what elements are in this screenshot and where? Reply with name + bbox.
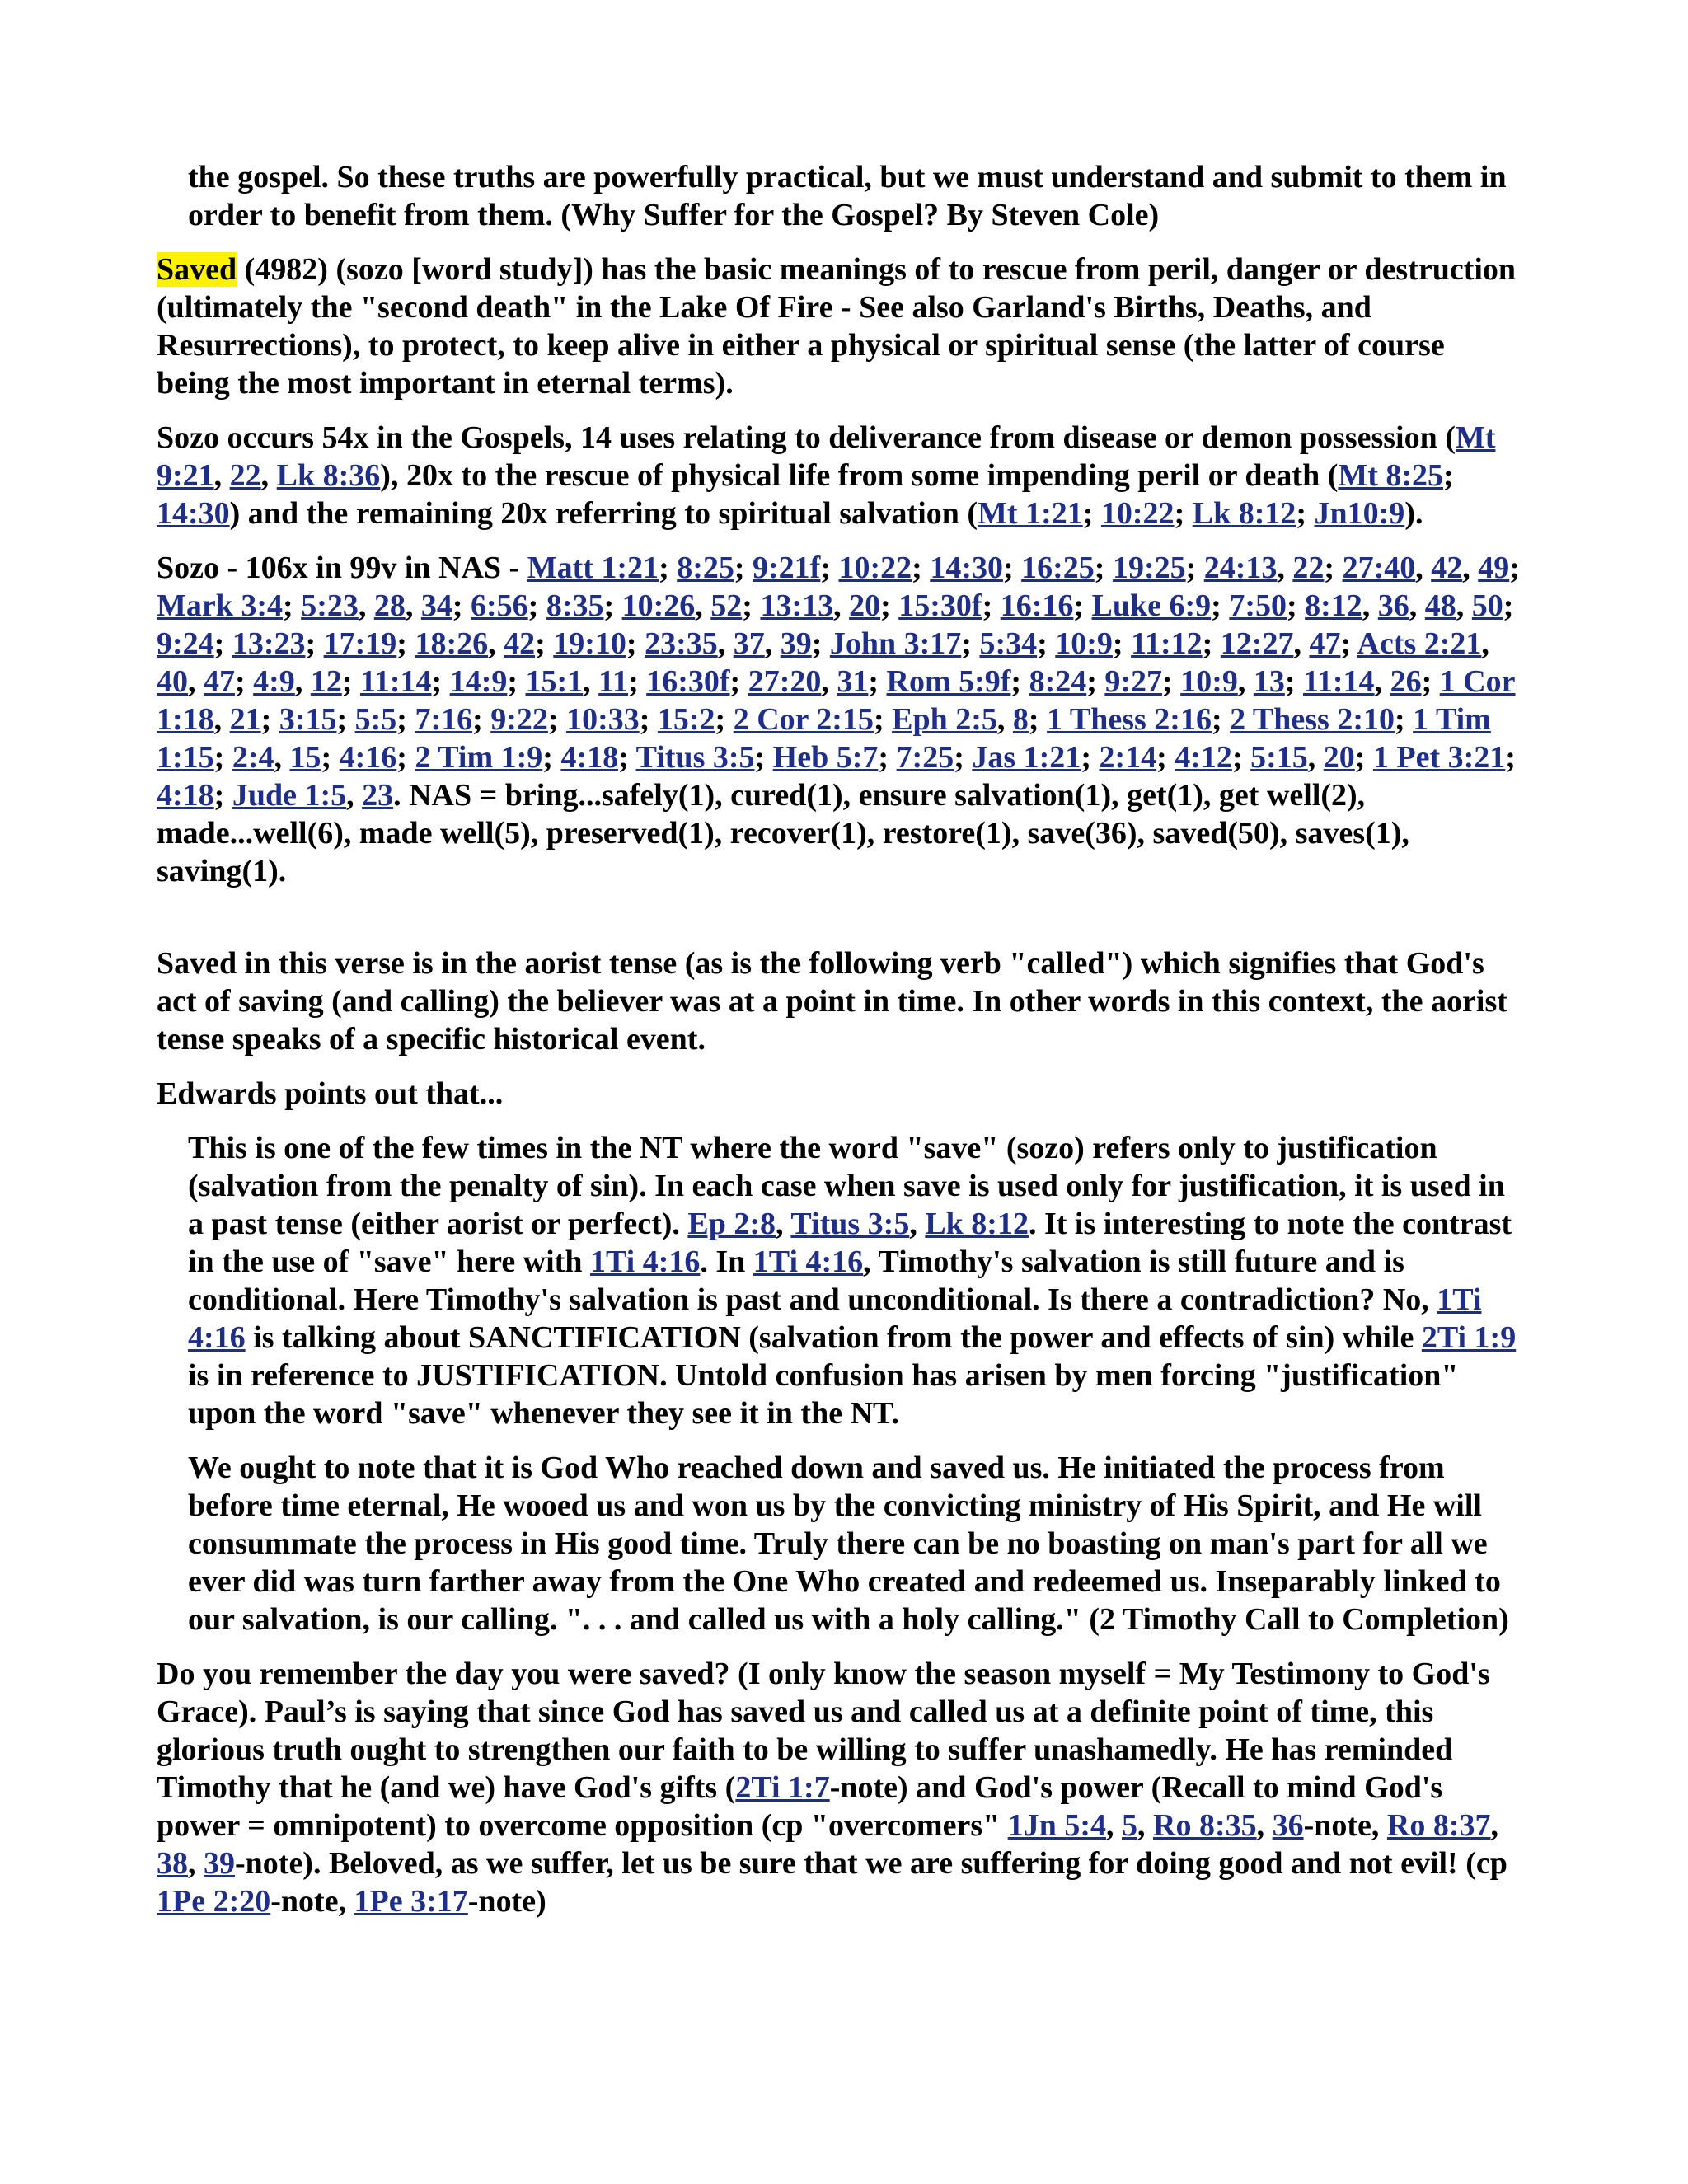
- scripture-link[interactable]: 23:35: [645, 626, 718, 661]
- text-run: Do you remember the day you were saved? (I only know the season myself = My Testimony to God's Grace). Paul’s is saying that since God has saved us and called us at a definite point of time, this glorious truth ought to strengthen our faith to be willing to suffer unashamedly. He has reminded Timothy that he (and we) have God's gifts (: [157, 1657, 1490, 1805]
- scripture-link[interactable]: 1Ti 4:16: [589, 1244, 701, 1279]
- text-run: ;: [341, 664, 360, 699]
- scripture-link[interactable]: 47: [204, 664, 235, 699]
- scripture-link[interactable]: 15:30f: [898, 588, 982, 623]
- scripture-link[interactable]: Heb 5:7: [772, 740, 879, 775]
- scripture-link[interactable]: 15:1: [525, 664, 584, 699]
- text-run: ) and the remaining 20x referring to spiritual salvation (: [229, 496, 978, 531]
- text-run: This is one of the few times in the NT where the word "save" (sozo) refers only to justification (salvation from the penalty of sin). In each case when save is used only for justification, it is used in a past tense (either aorist or perfect).: [188, 1131, 1505, 1241]
- text-run: ,: [909, 1207, 926, 1241]
- text-run: ;: [321, 740, 340, 775]
- text-run: ;: [715, 702, 734, 737]
- scripture-link[interactable]: 1Ti 4:16: [188, 1282, 1482, 1355]
- scripture-link[interactable]: 1 Tim 1:15: [157, 702, 1491, 775]
- text-run: ;: [235, 664, 254, 699]
- text-run: ;: [639, 702, 658, 737]
- text-run: ,: [1237, 664, 1254, 699]
- text-run: ;: [742, 588, 761, 623]
- text-run: ;: [1443, 458, 1454, 493]
- scripture-link[interactable]: Mt 1:21: [978, 496, 1083, 531]
- scripture-link[interactable]: 16:16: [1000, 588, 1074, 623]
- text-run: ,: [1307, 740, 1324, 775]
- scripture-link[interactable]: 1 Cor 1:18: [157, 664, 1516, 737]
- scripture-link[interactable]: 8:35: [546, 588, 604, 623]
- text-run: ;: [1231, 740, 1251, 775]
- text-run: ;: [1174, 496, 1193, 531]
- text-run: ).: [1404, 496, 1423, 531]
- text-run: -note,: [1303, 1808, 1387, 1843]
- scripture-link[interactable]: 19:10: [553, 626, 626, 661]
- text-run: ;: [472, 702, 491, 737]
- text-run: ;: [1211, 588, 1230, 623]
- scripture-link[interactable]: 11:12: [1131, 626, 1203, 661]
- text-run: ;: [1202, 626, 1221, 661]
- text-run: ;: [528, 588, 546, 623]
- scripture-link[interactable]: Luke 6:9: [1091, 588, 1212, 623]
- scripture-link[interactable]: 27:40: [1342, 551, 1416, 585]
- scripture-link[interactable]: 2 Tim 1:9: [415, 740, 543, 775]
- text-run: ,: [1106, 1808, 1122, 1843]
- text-run: -note): [467, 1884, 546, 1919]
- scripture-link[interactable]: 23: [362, 778, 394, 813]
- text-run: ;: [1037, 626, 1056, 661]
- text-run: ;: [547, 702, 567, 737]
- scripture-link[interactable]: 42: [1431, 551, 1463, 585]
- scripture-link[interactable]: 9:22: [490, 702, 548, 737]
- text-run: ,: [1293, 626, 1310, 661]
- text-run: ,: [213, 702, 230, 737]
- text-run: ;: [1094, 551, 1113, 585]
- scripture-link[interactable]: 24:13: [1203, 551, 1278, 585]
- text-run: ;: [626, 626, 645, 661]
- text-run: ,: [346, 778, 363, 813]
- text-run: ;: [873, 702, 893, 737]
- scripture-link[interactable]: Acts 2:21: [1357, 626, 1482, 661]
- scripture-link[interactable]: 10:9: [1180, 664, 1238, 699]
- scripture-link[interactable]: 5:15: [1250, 740, 1308, 775]
- scripture-link[interactable]: 36: [1377, 588, 1409, 623]
- text-run: ;: [260, 702, 279, 737]
- scripture-link[interactable]: Eph 2:5: [892, 702, 997, 737]
- scripture-link[interactable]: 21: [229, 702, 261, 737]
- text-run: ,: [188, 1846, 204, 1881]
- text-run: ,: [833, 588, 850, 623]
- sozo-gospels-paragraph: [157, 419, 1525, 532]
- text-run: ;: [880, 588, 899, 623]
- scripture-link[interactable]: 6:56: [471, 588, 528, 623]
- text-run: ;: [1086, 664, 1105, 699]
- text-run: ,: [1462, 551, 1479, 585]
- text-run: ,: [260, 458, 277, 493]
- text-run: ,: [996, 702, 1013, 737]
- text-run: ;: [1503, 588, 1514, 623]
- text-run: . It is interesting to note the contrast in the use of "save" here with: [188, 1207, 1512, 1279]
- text-run: ;: [507, 664, 526, 699]
- scripture-link[interactable]: 1Jn 5:4: [1007, 1808, 1106, 1843]
- text-run: ,: [695, 588, 711, 623]
- scripture-link[interactable]: 10:26: [621, 588, 696, 623]
- text-run: ,: [1362, 588, 1378, 623]
- text-run: ;: [954, 740, 973, 775]
- text-run: ;: [603, 588, 622, 623]
- scripture-link[interactable]: 31: [837, 664, 869, 699]
- scripture-link[interactable]: 10:33: [566, 702, 640, 737]
- scripture-link[interactable]: 22: [1292, 551, 1325, 585]
- scripture-link[interactable]: 18:26: [415, 626, 489, 661]
- text-run: ;: [213, 740, 232, 775]
- scripture-link[interactable]: 40: [157, 664, 188, 699]
- text-run: ,: [213, 458, 230, 493]
- scripture-link[interactable]: 49: [1478, 551, 1510, 585]
- text-run: ;: [1028, 702, 1048, 737]
- scripture-link[interactable]: 9:24: [157, 626, 214, 661]
- scripture-link[interactable]: 48: [1424, 588, 1456, 623]
- scripture-link[interactable]: 8:24: [1029, 664, 1087, 699]
- scripture-link[interactable]: 38: [157, 1846, 188, 1881]
- text-run: Saved in this verse is in the aorist tense (as is the following verb "called") which signifies that God's act of saving (and calling) the believer was at a point in time. In other words in this context, the aorist tense speaks of a specific historical event.: [157, 946, 1507, 1057]
- scripture-link[interactable]: Ep 2:8: [687, 1207, 776, 1241]
- scripture-link[interactable]: 39: [780, 626, 812, 661]
- scripture-link[interactable]: 2Ti 1:7: [735, 1770, 830, 1805]
- scripture-link[interactable]: 5:34: [979, 626, 1038, 661]
- text-run: ;: [1162, 664, 1181, 699]
- scripture-link[interactable]: 1Ti 4:16: [753, 1244, 864, 1279]
- scripture-link[interactable]: Lk 8:12: [925, 1207, 1029, 1241]
- scripture-link[interactable]: 10:22: [838, 551, 912, 585]
- text-run: ,: [1456, 588, 1472, 623]
- text-run: is talking about SANCTIFICATION (salvation from the power and effects of sin) while: [245, 1320, 1422, 1355]
- scripture-link[interactable]: 12:27: [1220, 626, 1294, 661]
- scripture-link[interactable]: 11:14: [1303, 664, 1375, 699]
- text-run: ,: [488, 626, 504, 661]
- scripture-link[interactable]: 1 Pet 3:21: [1372, 740, 1506, 775]
- scripture-link[interactable]: 15: [289, 740, 321, 775]
- text-run: ,: [405, 588, 421, 623]
- scripture-link[interactable]: 22: [229, 458, 261, 493]
- highlighted-term: Saved: [157, 252, 237, 287]
- text-run: We ought to note that it is God Who reached down and saved us. He initiated the process from before time eternal, He wooed us and won us by the convicting ministry of His Spirit, and He will consummate the process in His good time. Truly there can be no boasting on man's part for all we ever did was turn farther away from the One Who created and redeemed us. Inseparably linked to our salvation, is our calling. ". . . and called us with a holy calling." (2 Timothy Call to Completion): [188, 1451, 1509, 1637]
- scripture-link[interactable]: 12: [310, 664, 342, 699]
- scripture-link[interactable]: Mark 3:4: [157, 588, 284, 623]
- text-run: ;: [1340, 626, 1357, 661]
- text-run: Sozo occurs 54x in the Gospels, 14 uses relating to deliverance from disease or demon possession (: [157, 420, 1456, 455]
- text-run: ,: [188, 664, 204, 699]
- scripture-link[interactable]: Jude 1:5: [232, 778, 347, 813]
- scripture-link[interactable]: Matt 1:21: [527, 551, 659, 585]
- scripture-link[interactable]: 7:16: [415, 702, 473, 737]
- scripture-link[interactable]: 2 Cor 2:15: [733, 702, 874, 737]
- text-run: -note). Beloved, as we suffer, let us be sure that we are suffering for doing good and not evil! (cp: [235, 1846, 1507, 1881]
- text-run: ;: [542, 740, 561, 775]
- text-run: ;: [396, 702, 415, 737]
- scripture-link[interactable]: 8:12: [1305, 588, 1362, 623]
- scripture-link[interactable]: 16:30f: [646, 664, 730, 699]
- scripture-link[interactable]: 14:30: [930, 551, 1003, 585]
- text-run: ,: [583, 664, 599, 699]
- scripture-link[interactable]: 14:9: [449, 664, 508, 699]
- text-run: ;: [820, 551, 839, 585]
- scripture-link[interactable]: Lk 8:12: [1192, 496, 1296, 531]
- text-run: ;: [1354, 740, 1373, 775]
- saved-definition-paragraph: [157, 251, 1525, 402]
- edwards-quote-paragraph-1: [188, 1129, 1525, 1432]
- scripture-link[interactable]: 7:50: [1229, 588, 1287, 623]
- text-run: ;: [1296, 496, 1315, 531]
- text-run: , Timothy's salvation is still future and is conditional. Here Timothy's salvation is past and unconditional. Is there a contradiction? No,: [188, 1244, 1437, 1317]
- scripture-link[interactable]: 37: [733, 626, 765, 661]
- scripture-link[interactable]: 1Pe 3:17: [354, 1884, 468, 1919]
- text-run: ;: [754, 740, 773, 775]
- scripture-link[interactable]: John 3:17: [829, 626, 962, 661]
- text-run: ;: [1509, 551, 1520, 585]
- text-run: ;: [868, 664, 887, 699]
- scripture-link[interactable]: Jn10:9: [1314, 496, 1405, 531]
- scripture-link[interactable]: 11:14: [359, 664, 432, 699]
- text-run: is in reference to JUSTIFICATION. Untold confusion has arisen by men forcing "justification" upon the word "save" whenever they see it in the NT.: [188, 1358, 1459, 1431]
- text-run: . In: [700, 1244, 753, 1279]
- text-run: ;: [659, 551, 678, 585]
- text-run: ,: [294, 664, 311, 699]
- text-run: ,: [1277, 551, 1293, 585]
- text-run: ;: [1156, 740, 1175, 775]
- text-run: ,: [1415, 551, 1432, 585]
- scripture-link[interactable]: 1Pe 2:20: [157, 1884, 271, 1919]
- text-run: . NAS = bring...safely(1), cured(1), ensure salvation(1), get(1), get well(2), made...well(6), made well(5), preserved(1), recover(1), restore(1), save(36), saved(50), saves(1), saving(1).: [157, 778, 1409, 888]
- scripture-link[interactable]: Jas 1:21: [972, 740, 1081, 775]
- scripture-link[interactable]: 2:4: [232, 740, 274, 775]
- scripture-link[interactable]: Mt 8:25: [1338, 458, 1444, 493]
- scripture-link[interactable]: 4:16: [339, 740, 397, 775]
- text-run: ;: [213, 626, 232, 661]
- scripture-link[interactable]: 15:2: [657, 702, 715, 737]
- text-run: ;: [305, 626, 324, 661]
- scripture-link[interactable]: 27:20: [748, 664, 822, 699]
- scripture-link[interactable]: 8: [1012, 702, 1029, 737]
- text-run: ;: [1082, 496, 1101, 531]
- scripture-link[interactable]: 2:14: [1099, 740, 1157, 775]
- scripture-link[interactable]: 42: [504, 626, 536, 661]
- text-run: ;: [431, 664, 450, 699]
- scripture-link[interactable]: 47: [1309, 626, 1341, 661]
- scripture-link[interactable]: 20: [1323, 740, 1355, 775]
- scripture-link[interactable]: 39: [204, 1846, 235, 1881]
- text-run: ;: [1395, 702, 1414, 737]
- text-run: ,: [1137, 1808, 1153, 1843]
- text-run: ;: [729, 664, 748, 699]
- scripture-link[interactable]: 19:25: [1112, 551, 1186, 585]
- scripture-link[interactable]: 13:13: [760, 588, 834, 623]
- edwards-quote-paragraph-2: [188, 1449, 1525, 1638]
- text-run: ;: [878, 740, 897, 775]
- text-run: ,: [764, 626, 781, 661]
- scripture-link[interactable]: 28: [373, 588, 406, 623]
- scripture-link[interactable]: 8:25: [677, 551, 734, 585]
- text-run: ;: [982, 588, 1001, 623]
- scripture-link[interactable]: 2 Thess 2:10: [1230, 702, 1395, 737]
- text-run: ;: [535, 626, 554, 661]
- scripture-link[interactable]: 4:18: [560, 740, 619, 775]
- text-run: ;: [1286, 588, 1306, 623]
- scripture-link[interactable]: 2Ti 1:9: [1421, 1320, 1517, 1355]
- text-run: ;: [912, 551, 931, 585]
- scripture-link[interactable]: 4:18: [157, 778, 214, 813]
- text-run: ;: [961, 626, 980, 661]
- text-run: ;: [396, 740, 415, 775]
- scripture-link[interactable]: 17:19: [323, 626, 397, 661]
- scripture-link[interactable]: 26: [1390, 664, 1422, 699]
- text-run: ;: [1421, 664, 1440, 699]
- text-run: ,: [1481, 626, 1489, 661]
- scripture-link[interactable]: Rom 5:9f: [886, 664, 1011, 699]
- scripture-link[interactable]: Ro 8:37: [1386, 1808, 1491, 1843]
- text-run: ;: [1002, 551, 1022, 585]
- text-run: -note) and God's power (Recall to mind God's power = omnipotent) to overcome opposition (cp "overcomers": [157, 1770, 1443, 1843]
- scripture-link[interactable]: 20: [849, 588, 881, 623]
- scripture-link[interactable]: 14:30: [157, 496, 230, 531]
- scripture-link[interactable]: 4:9: [253, 664, 295, 699]
- scripture-link[interactable]: 9:21f: [753, 551, 821, 585]
- scripture-link[interactable]: 4:12: [1175, 740, 1232, 775]
- text-run: ;: [811, 626, 830, 661]
- text-run: ;: [396, 626, 415, 661]
- scripture-link[interactable]: 1 Thess 2:16: [1047, 702, 1212, 737]
- text-run: ,: [358, 588, 374, 623]
- text-run: Sozo - 106x in 99v in NAS -: [157, 551, 528, 585]
- text-run: ;: [1185, 551, 1204, 585]
- scripture-link[interactable]: 5: [1122, 1808, 1137, 1843]
- text-run: ;: [734, 551, 753, 585]
- text-run: ;: [1081, 740, 1100, 775]
- scripture-link[interactable]: 34: [420, 588, 452, 623]
- text-run: ), 20x to the rescue of physical life from some impending peril or death (: [380, 458, 1339, 493]
- text-run: ,: [1256, 1808, 1273, 1843]
- scripture-link[interactable]: 10:9: [1055, 626, 1113, 661]
- aorist-tense-paragraph: [157, 944, 1525, 1058]
- text-run: ;: [1211, 702, 1231, 737]
- edwards-intro-paragraph: [157, 1075, 1525, 1113]
- text-run: ;: [1324, 551, 1343, 585]
- text-run: ;: [1284, 664, 1303, 699]
- scripture-link[interactable]: 36: [1272, 1808, 1304, 1843]
- text-run: (4982) (sozo [word study]) has the basic meanings of to rescue from peril, danger or destruction (ultimately the "second death" in the Lake Of Fire - See also Garland's Births, Deaths, and Resurrections), to protect, to keep alive in either a physical or spiritual sense (the latter of course being the most important in eternal terms).: [157, 252, 1517, 401]
- text-run: ;: [213, 778, 232, 813]
- text-run: ;: [1073, 588, 1092, 623]
- text-run: ;: [1010, 664, 1029, 699]
- blank-line: [157, 907, 1525, 944]
- quote-paragraph-intro: [188, 158, 1525, 234]
- text-run: ,: [1409, 588, 1425, 623]
- text-run: ,: [1374, 664, 1390, 699]
- scripture-link[interactable]: 5:23: [301, 588, 359, 623]
- text-run: ;: [1112, 626, 1132, 661]
- text-run: ,: [821, 664, 837, 699]
- scripture-link[interactable]: 11: [598, 664, 629, 699]
- closing-paragraph: [157, 1655, 1525, 1920]
- scripture-link[interactable]: 52: [710, 588, 743, 623]
- text-run: ;: [283, 588, 302, 623]
- scripture-link[interactable]: 7:25: [896, 740, 954, 775]
- scripture-link[interactable]: Lk 8:36: [276, 458, 381, 493]
- text-run: ;: [452, 588, 471, 623]
- text-run: ,: [717, 626, 734, 661]
- text-run: ;: [1505, 740, 1516, 775]
- scripture-link[interactable]: 13:23: [232, 626, 306, 661]
- scripture-link[interactable]: Titus 3:5: [790, 1207, 910, 1241]
- scripture-link[interactable]: Mt 9:21: [157, 420, 1496, 493]
- scripture-link[interactable]: 13: [1253, 664, 1285, 699]
- text-run: Edwards points out that...: [157, 1076, 504, 1111]
- scripture-link[interactable]: 50: [1471, 588, 1503, 623]
- text-run: ,: [776, 1207, 791, 1241]
- text-run: ,: [1490, 1808, 1499, 1843]
- sozo-nas-paragraph: [157, 549, 1525, 890]
- scripture-link[interactable]: 16:25: [1021, 551, 1095, 585]
- text-run: ,: [274, 740, 290, 775]
- scripture-link[interactable]: Titus 3:5: [635, 740, 755, 775]
- scripture-link[interactable]: 10:22: [1100, 496, 1175, 531]
- text-run: ;: [618, 740, 636, 775]
- text-run: ;: [336, 702, 355, 737]
- scripture-link[interactable]: 9:27: [1104, 664, 1163, 699]
- text-run: ;: [628, 664, 647, 699]
- scripture-link[interactable]: 3:15: [279, 702, 337, 737]
- scripture-link[interactable]: 5:5: [354, 702, 397, 737]
- text-run: the gospel. So these truths are powerfully practical, but we must understand and submit to them in order to benefit from them. (Why Suffer for the Gospel? By Steven Cole): [188, 160, 1507, 232]
- text-run: -note,: [270, 1884, 354, 1919]
- scripture-link[interactable]: Ro 8:35: [1153, 1808, 1257, 1843]
- document-page: [157, 158, 1525, 1937]
